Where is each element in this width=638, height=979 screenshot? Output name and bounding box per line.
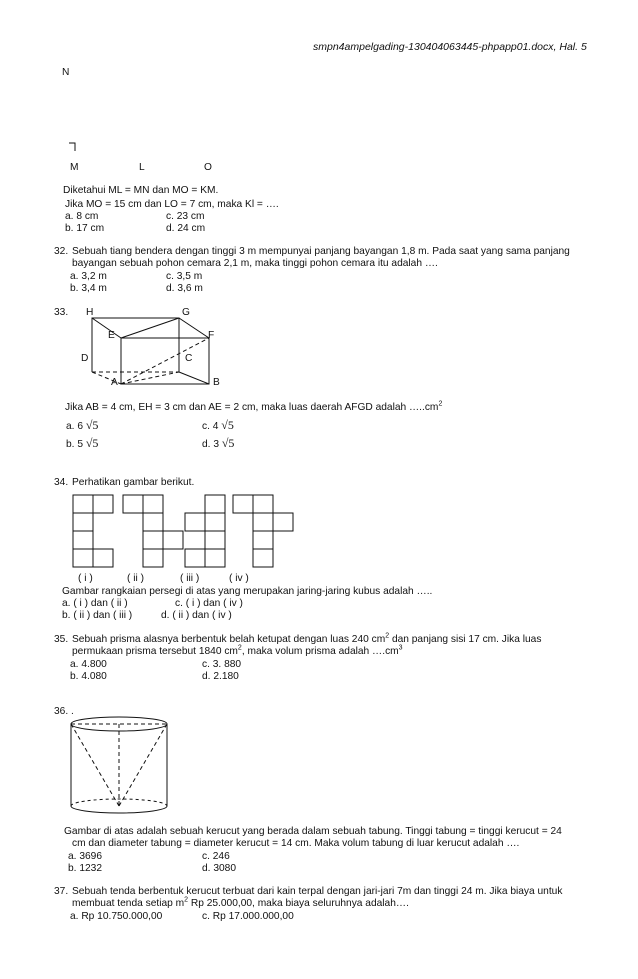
q36-number: 36. . xyxy=(54,706,74,717)
q31-option-a: a. 8 cm xyxy=(65,211,99,222)
cone-right-slant xyxy=(119,724,167,806)
q37-option-a: a. Rp 10.750.000,00 xyxy=(70,911,163,922)
net-label-iv: ( iv ) xyxy=(229,573,249,584)
q35-number: 35. xyxy=(54,634,69,645)
q36-option-a: a. 3696 xyxy=(68,851,102,862)
cylinder-bottom-front xyxy=(71,806,167,813)
q32-option-d: d. 3,6 m xyxy=(166,283,203,294)
q32-option-a: a. 3,2 m xyxy=(70,271,107,282)
q34-option-d: d. ( ii ) dan ( iv ) xyxy=(161,610,232,621)
q33-number: 33. xyxy=(54,307,69,318)
q34-option-b: b. ( ii ) dan ( iii ) xyxy=(62,610,133,621)
q34-intro: Perhatikan gambar berikut. xyxy=(72,477,195,488)
net-label-i: ( i ) xyxy=(78,573,93,584)
q31-given: Diketahui ML = MN dan MO = KM. xyxy=(63,185,219,196)
q36-option-d: d. 3080 xyxy=(202,863,236,874)
q37-number: 37. xyxy=(54,886,69,897)
vertex-label-e: E xyxy=(108,330,115,341)
point-label-m: M xyxy=(70,162,79,173)
q35-option-c: c. 3. 880 xyxy=(202,659,242,670)
q36-line1: Gambar di atas adalah sebuah kerucut yang berada dalam sebuah tabung. Tinggi tabung = tinggi kerucut = 24 xyxy=(64,826,562,837)
q31-option-d: d. 24 cm xyxy=(166,223,206,234)
q31-option-b: b. 17 cm xyxy=(65,223,105,234)
q32-line1: Sebuah tiang bendera dengan tinggi 3 m mempunyai panjang bayangan 1,8 m. Pada saat yang sama panjang xyxy=(72,246,570,257)
q33-question: Jika AB = 4 cm, EH = 3 cm dan AE = 2 cm, maka luas daerah AFGD adalah $\dots..cm^2$ xyxy=(65,400,443,413)
page-header: smpn4ampelgading-130404063445-phpapp01.docx, Hal. 5 xyxy=(313,41,587,53)
point-label-o: O xyxy=(204,162,212,173)
q35-line1: Sebuah prisma alasnya berbentuk belah ketupat dengan luas 240 $cm^2$ dan panjang sisi 17 cm. Jika luas xyxy=(72,632,542,645)
net-label-iii: ( iii ) xyxy=(180,573,200,584)
q36-option-c: c. 246 xyxy=(202,851,230,862)
q35-line2: permukaan prisma tersebut 1840 $cm^2$, maka volum prisma adalah $\dots.cm^3$ xyxy=(72,644,403,657)
q32-option-c: c. 3,5 m xyxy=(166,271,203,282)
q34-number: 34. xyxy=(54,477,69,488)
q36-line2: cm dan diameter tabung = diameter kerucut = 14 cm. Maka volum tabung di luar kerucut adalah …. xyxy=(72,838,520,849)
q33-option-b: b. 5 √5 xyxy=(66,436,99,450)
q35-option-a: a. 4.800 xyxy=(70,659,107,670)
vertex-label-f: F xyxy=(208,330,215,341)
q32-option-b: b. 3,4 m xyxy=(70,283,107,294)
q33-option-a: a. 6 √5 xyxy=(66,418,99,432)
q35-option-d: d. 2.180 xyxy=(202,671,239,682)
q36-option-b: b. 1232 xyxy=(68,863,102,874)
q37-option-c: c. Rp 17.000.000,00 xyxy=(202,911,294,922)
vertex-label-c: C xyxy=(185,353,193,364)
vertex-label-g: G xyxy=(182,307,190,318)
vertex-label-b: B xyxy=(213,377,220,388)
cone-left-slant xyxy=(71,724,119,806)
q34-question: Gambar rangkaian persegi di atas yang merupakan jaring-jaring kubus adalah ….. xyxy=(62,586,433,597)
q34-option-a: a. ( i ) dan ( ii ) xyxy=(62,598,128,609)
q32-line2: bayangan sebuah pohon cemara 2,1 m, maka tinggi pohon cemara itu adalah …. xyxy=(72,258,438,269)
net-label-ii: ( ii ) xyxy=(127,573,144,584)
q33-option-c: c. 4 √5 xyxy=(202,418,234,432)
q31-option-c: c. 23 cm xyxy=(166,211,205,222)
q35-option-b: b. 4.080 xyxy=(70,671,107,682)
vertex-label-h: H xyxy=(86,307,94,318)
vertex-label-d: D xyxy=(81,353,89,364)
q32-number: 32. xyxy=(54,246,69,257)
point-label-l: L xyxy=(139,162,145,173)
q37-line1: Sebuah tenda berbentuk kerucut terbuat dari kain terpal dengan jari-jari 7m dan tinggi 24 m. Jika biaya untuk xyxy=(72,886,563,897)
q33-option-d: d. 3 √5 xyxy=(202,436,235,450)
q31-question: Jika MO = 15 cm dan LO = 7 cm, maka Kl = …. xyxy=(65,199,279,210)
q34-option-c: c. ( i ) dan ( iv ) xyxy=(175,598,243,609)
vertex-label-a: A xyxy=(111,377,118,388)
point-label-n: N xyxy=(62,67,70,78)
q37-line2: membuat tenda setiap $m^2$ Rp 25.000,00, maka biaya seluruhnya adalah…. xyxy=(72,896,409,909)
